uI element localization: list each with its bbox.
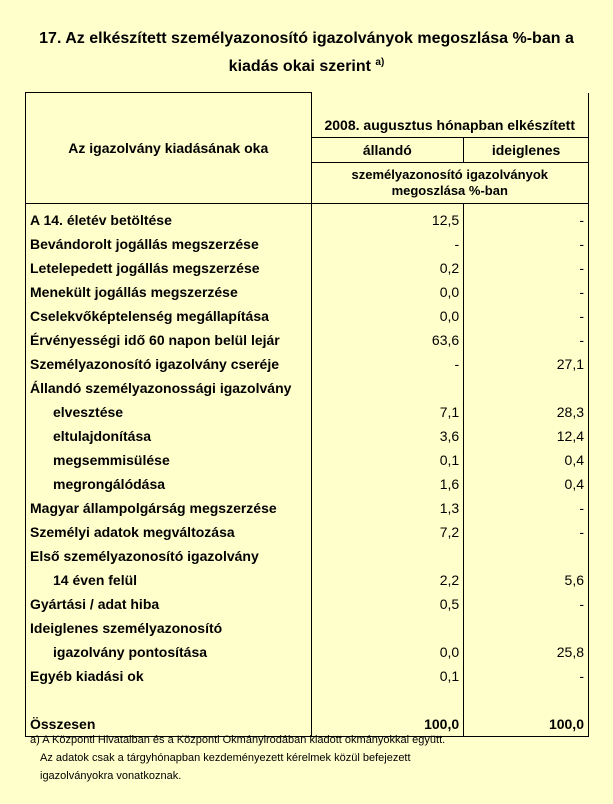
title-line-2 <box>0 51 613 79</box>
table-row <box>26 424 589 448</box>
total-ideiglenes: 100,0 <box>464 712 589 737</box>
value-allando: 0,2 <box>311 256 464 280</box>
footnote-line-3: igazolványokra vonatkoznak. <box>40 770 182 782</box>
value-ideiglenes: 28,3 <box>464 400 589 424</box>
row-label: Érvényességi idő 60 napon belül lejár <box>26 328 312 352</box>
table-row <box>26 328 589 352</box>
total-allando: 100,0 <box>311 712 464 737</box>
value-ideiglenes: - <box>464 232 589 256</box>
value-allando <box>311 376 464 400</box>
value-allando: 12,5 <box>311 208 464 232</box>
row-label: Menekült jogállás megszerzése <box>26 280 312 304</box>
header-spacer <box>311 93 589 113</box>
value-allando: - <box>311 352 464 376</box>
header-row-top <box>26 93 589 113</box>
value-allando: 0,1 <box>311 664 464 688</box>
value-allando: - <box>311 232 464 256</box>
row-label-header: Az igazolvány kiadásának oka <box>26 93 312 204</box>
value-allando: 7,1 <box>311 400 464 424</box>
col-header-ideiglenes: ideiglenes <box>464 137 589 162</box>
table-row <box>26 280 589 304</box>
value-allando: 1,6 <box>311 472 464 496</box>
row-label: Állandó személyazonossági igazolvány <box>26 376 312 400</box>
table-row <box>26 472 589 496</box>
value-ideiglenes: 0,4 <box>464 448 589 472</box>
row-label: 14 éven felül <box>26 568 312 592</box>
row-label: Bevándorolt jogállás megszerzése <box>26 232 312 256</box>
value-allando: 0,0 <box>311 280 464 304</box>
value-ideiglenes: 5,6 <box>464 568 589 592</box>
value-allando: 0,1 <box>311 448 464 472</box>
table-row <box>26 232 589 256</box>
value-allando: 0,0 <box>311 640 464 664</box>
unit-header-line-1: személyazonosító igazolványok <box>351 166 548 182</box>
value-ideiglenes: - <box>464 304 589 328</box>
value-ideiglenes: 0,4 <box>464 472 589 496</box>
row-label: A 14. életév betöltése <box>26 208 312 232</box>
row-label: eltulajdonítása <box>26 424 312 448</box>
value-ideiglenes <box>464 544 589 568</box>
row-label: Egyéb kiadási ok <box>26 664 312 688</box>
table-body <box>26 208 589 688</box>
spacer-row <box>26 688 589 712</box>
value-allando: 0,5 <box>311 592 464 616</box>
value-allando <box>311 616 464 640</box>
table-row <box>26 664 589 688</box>
unit-header <box>311 162 589 203</box>
row-label: Ideiglenes személyazonosító <box>26 616 312 640</box>
unit-header-line-2: megoszlása %-ban <box>391 182 508 198</box>
table-row <box>26 208 589 232</box>
col-header-allando: állandó <box>311 137 464 162</box>
value-ideiglenes: - <box>464 280 589 304</box>
value-ideiglenes: 12,4 <box>464 424 589 448</box>
period-header: 2008. augusztus hónapban elkészített <box>311 113 589 138</box>
value-ideiglenes: - <box>464 496 589 520</box>
row-label: Személyazonosító igazolvány cseréje <box>26 352 312 376</box>
title-line-2-text: kiadás okai szerint <box>228 58 371 75</box>
value-ideiglenes: - <box>464 664 589 688</box>
value-ideiglenes: 27,1 <box>464 352 589 376</box>
row-label: megrongálódása <box>26 472 312 496</box>
table-row <box>26 400 589 424</box>
table-row <box>26 448 589 472</box>
value-ideiglenes <box>464 376 589 400</box>
table-row <box>26 376 589 400</box>
value-ideiglenes <box>464 616 589 640</box>
table-row <box>26 568 589 592</box>
table-row <box>26 256 589 280</box>
footnote <box>30 731 445 785</box>
value-allando: 2,2 <box>311 568 464 592</box>
table-row <box>26 304 589 328</box>
value-allando <box>311 544 464 568</box>
table-row <box>26 640 589 664</box>
value-ideiglenes: - <box>464 256 589 280</box>
value-ideiglenes: - <box>464 208 589 232</box>
table-row <box>26 592 589 616</box>
row-label: igazolvány pontosítása <box>26 640 312 664</box>
footnote-line-2: Az adatok csak a tárgyhónapban kezdeményezett kérelmek közül befejezett <box>40 752 411 764</box>
row-label: Magyar állampolgárság megszerzése <box>26 496 312 520</box>
table-row <box>26 520 589 544</box>
row-label: elvesztése <box>26 400 312 424</box>
value-allando: 0,0 <box>311 304 464 328</box>
table-row <box>26 496 589 520</box>
value-ideiglenes: - <box>464 592 589 616</box>
total-label: Összesen <box>26 712 312 737</box>
value-allando: 7,2 <box>311 520 464 544</box>
row-label: Letelepedett jogállás megszerzése <box>26 256 312 280</box>
table-row <box>26 352 589 376</box>
row-label: Személyi adatok megváltozása <box>26 520 312 544</box>
data-table <box>25 92 589 737</box>
footnote-line-1: a) A Központi Hivatalban és a Központi Okmányirodában kiadott okmányokkal együtt. <box>30 734 446 746</box>
title-footnote-mark: a) <box>375 57 385 68</box>
value-allando: 3,6 <box>311 424 464 448</box>
table-row <box>26 616 589 640</box>
table-row <box>26 544 589 568</box>
row-label: Gyártási / adat hiba <box>26 592 312 616</box>
value-ideiglenes: 25,8 <box>464 640 589 664</box>
value-allando: 1,3 <box>311 496 464 520</box>
title-line-1: 17. Az elkészített személyazonosító igazolványok megoszlása %-ban a <box>39 30 574 47</box>
row-label: Cselekvőképtelenség megállapítása <box>26 304 312 328</box>
value-ideiglenes: - <box>464 328 589 352</box>
row-label: Első személyazonosító igazolvány <box>26 544 312 568</box>
table-title <box>0 27 613 79</box>
value-ideiglenes: - <box>464 520 589 544</box>
value-allando: 63,6 <box>311 328 464 352</box>
row-label: megsemmisülése <box>26 448 312 472</box>
